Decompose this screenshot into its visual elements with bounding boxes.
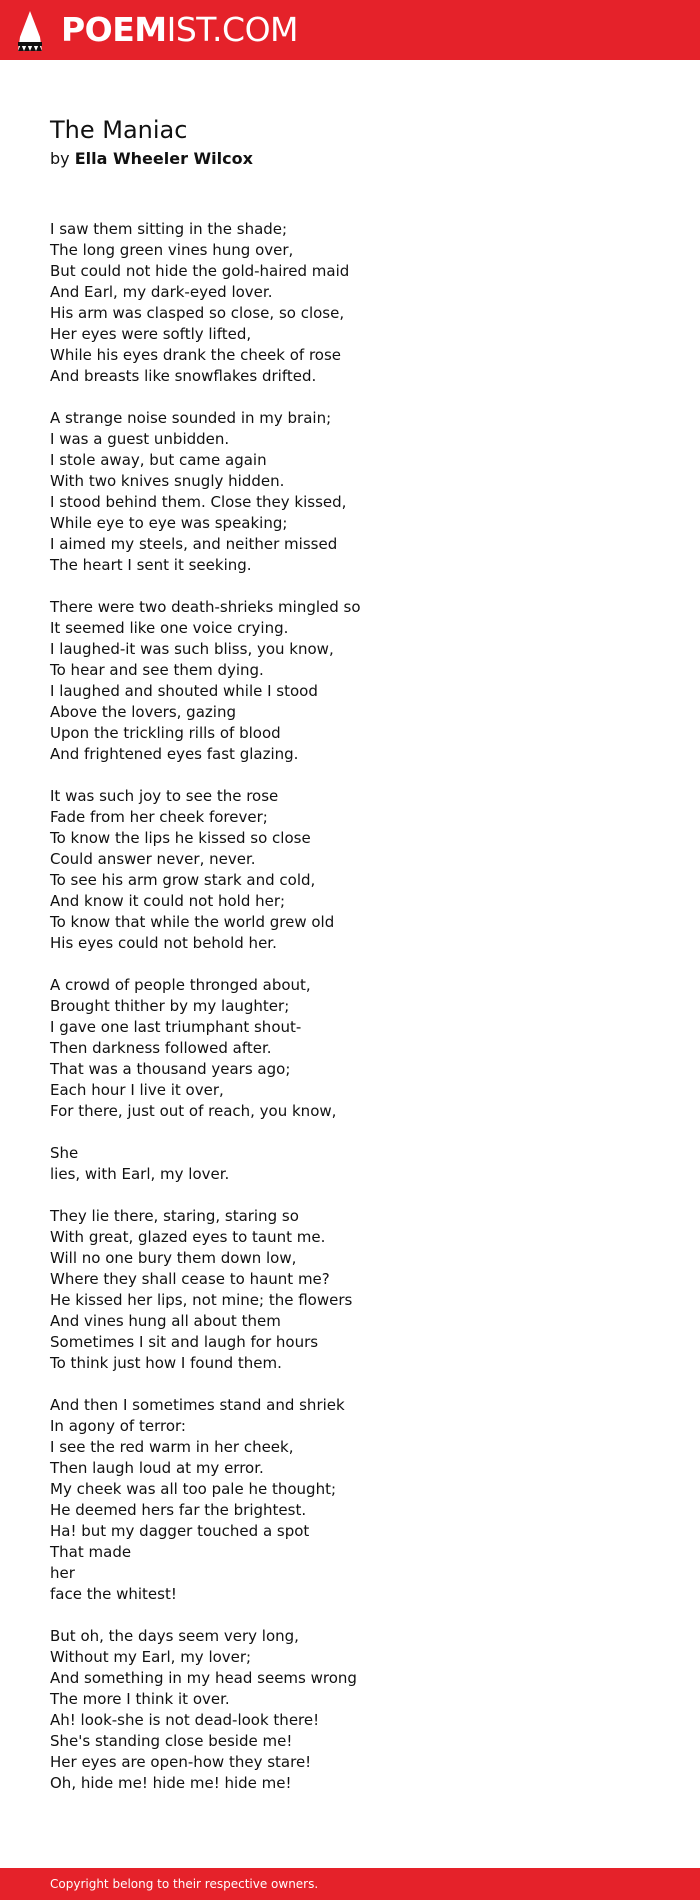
poem-line: It seemed like one voice crying. (50, 619, 289, 637)
poem-stanza (50, 1143, 650, 1185)
by-label: by (50, 149, 70, 168)
poem-line: They lie there, staring, staring so (50, 1207, 299, 1225)
poem-line: A crowd of people thronged about, (50, 976, 311, 994)
poem-line: But could not hide the gold-haired maid (50, 262, 350, 280)
poem-line: In agony of terror: (50, 1417, 186, 1435)
poem-line: I was a guest unbidden. (50, 430, 230, 448)
poem-line: I aimed my steels, and neither missed (50, 535, 338, 553)
poem-line: Oh, hide me! hide me! hide me! (50, 1774, 292, 1792)
poem-line: Without my Earl, my lover; (50, 1648, 252, 1666)
poem-line: Upon the trickling rills of blood (50, 724, 281, 742)
poem-line: Ah! look-she is not dead-look there! (50, 1711, 320, 1729)
poem-title: The Maniac (50, 116, 188, 144)
poem-line: She's standing close beside me! (50, 1732, 293, 1750)
poem-line: With two knives snugly hidden. (50, 472, 285, 490)
poem-line: I laughed-it was such bliss, you know, (50, 640, 334, 658)
logo-bold-text: POEM (61, 10, 167, 49)
poem-line: My cheek was all too pale he thought; (50, 1480, 337, 1498)
poem-line: Where they shall cease to haunt me? (50, 1270, 330, 1288)
poem-line: I stole away, but came again (50, 451, 267, 469)
poem-line: Could answer never, never. (50, 850, 256, 868)
poem-line: To know the lips he kissed so close (50, 829, 311, 847)
site-footer (0, 1868, 700, 1900)
poem-stanza (50, 219, 650, 387)
poem-line: His eyes could not behold her. (50, 934, 277, 952)
poem-line: And breasts like snowflakes drifted. (50, 367, 317, 385)
poem-body (50, 219, 650, 1815)
poem-line: her (50, 1564, 75, 1582)
poem-line: Her eyes were softly lifted, (50, 325, 252, 343)
poem-line: A strange noise sounded in my brain; (50, 409, 332, 427)
logo-light-text: IST.COM (166, 10, 299, 49)
poem-line: I gave one last triumphant shout- (50, 1018, 302, 1036)
poem-line: I saw them sitting in the shade; (50, 220, 288, 238)
poem-stanza (50, 1395, 650, 1605)
poem-line: Will no one bury them down low, (50, 1249, 297, 1267)
author-name[interactable]: Ella Wheeler Wilcox (74, 149, 253, 168)
poem-line: But oh, the days seem very long, (50, 1627, 299, 1645)
poem-line: Then darkness followed after. (50, 1039, 272, 1057)
poem-line: The long green vines hung over, (50, 241, 294, 259)
poem-line: For there, just out of reach, you know, (50, 1102, 337, 1120)
poem-line: That made (50, 1543, 132, 1561)
poem-stanza (50, 597, 650, 765)
poem-line: lies, with Earl, my lover. (50, 1165, 230, 1183)
poem-line: I stood behind them. Close they kissed, (50, 493, 347, 511)
copyright-text: Copyright belong to their respective owners. (50, 1877, 319, 1891)
poem-line: Sometimes I sit and laugh for hours (50, 1333, 319, 1351)
poem-line: There were two death-shrieks mingled so (50, 598, 361, 616)
poem-line: Her eyes are open-how they stare! (50, 1753, 312, 1771)
poem-stanza (50, 975, 650, 1122)
poem-stanza (50, 1626, 650, 1794)
poem-line: Fade from her cheek forever; (50, 808, 268, 826)
poem-line: And frightened eyes fast glazing. (50, 745, 299, 763)
pen-nib-logo-icon[interactable] (17, 10, 43, 52)
poem-line: She (50, 1144, 79, 1162)
poem-line: I see the red warm in her cheek, (50, 1438, 294, 1456)
poem-line: He deemed hers far the brightest. (50, 1501, 307, 1519)
poem-stanza (50, 408, 650, 576)
poem-line: His arm was clasped so close, so close, (50, 304, 345, 322)
poem-line: face the whitest! (50, 1585, 177, 1603)
poem-line: Above the lovers, gazing (50, 703, 236, 721)
poem-byline (50, 148, 253, 170)
poem-line: And vines hung all about them (50, 1312, 281, 1330)
site-logo[interactable] (61, 9, 298, 51)
poem-line: The more I think it over. (50, 1690, 230, 1708)
poem-line: The heart I sent it seeking. (50, 556, 252, 574)
poem-line: While eye to eye was speaking; (50, 514, 288, 532)
poem-line: I laughed and shouted while I stood (50, 682, 318, 700)
poem-line: To hear and see them dying. (50, 661, 264, 679)
poem-line: To think just how I found them. (50, 1354, 282, 1372)
poem-line: That was a thousand years ago; (50, 1060, 291, 1078)
poem-line: And something in my head seems wrong (50, 1669, 357, 1687)
poem-stanza (50, 1206, 650, 1374)
poem-line: With great, glazed eyes to taunt me. (50, 1228, 326, 1246)
poem-line: To see his arm grow stark and cold, (50, 871, 316, 889)
poem-line: And then I sometimes stand and shriek (50, 1396, 345, 1414)
poem-line: Then laugh loud at my error. (50, 1459, 264, 1477)
poem-line: He kissed her lips, not mine; the flowers (50, 1291, 353, 1309)
poem-line: While his eyes drank the cheek of rose (50, 346, 342, 364)
poem-stanza (50, 786, 650, 954)
site-header (0, 0, 700, 60)
poem-line: Each hour I live it over, (50, 1081, 224, 1099)
poem-line: Brought thither by my laughter; (50, 997, 290, 1015)
poem-line: And Earl, my dark-eyed lover. (50, 283, 273, 301)
poem-line: It was such joy to see the rose (50, 787, 279, 805)
poem-line: And know it could not hold her; (50, 892, 286, 910)
poem-line: Ha! but my dagger touched a spot (50, 1522, 310, 1540)
poem-line: To know that while the world grew old (50, 913, 335, 931)
